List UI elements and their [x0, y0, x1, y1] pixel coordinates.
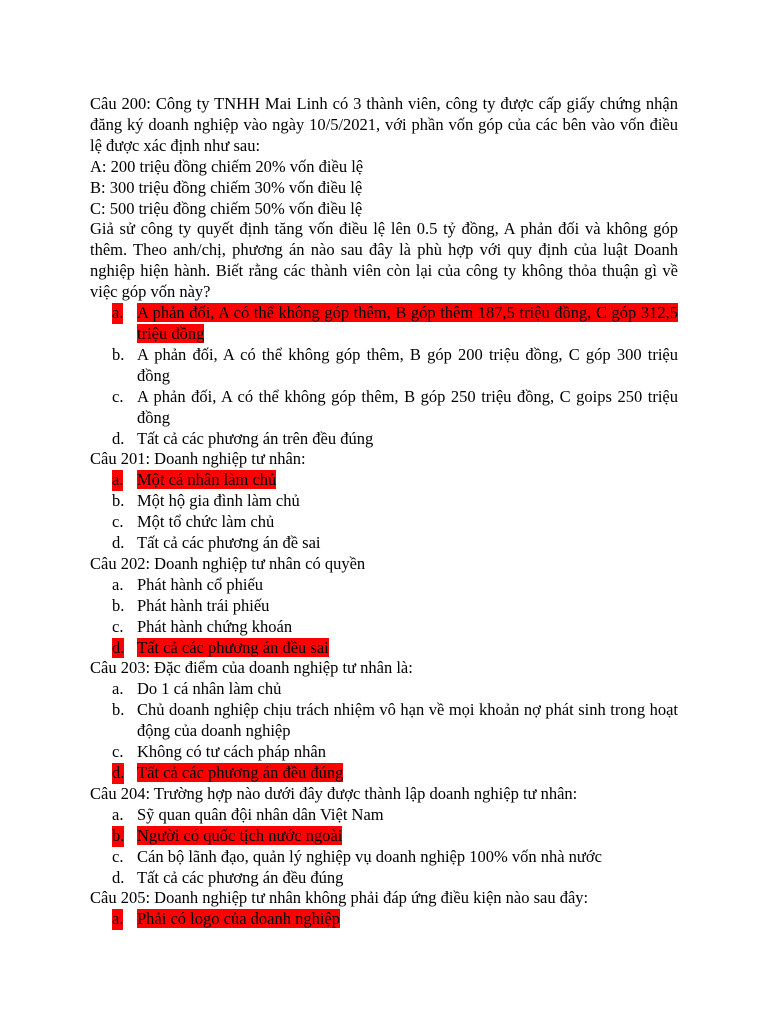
option-text: Một hộ gia đình làm chủ: [137, 491, 300, 511]
option-text: Không có tư cách pháp nhân: [137, 742, 327, 762]
option-letter: a.: [112, 470, 124, 490]
option-text: Một tổ chức làm chủ: [137, 512, 275, 532]
q202-option-a: [90, 575, 678, 596]
option-text-highlighted: Người có quốc tịch nước ngoài: [137, 825, 343, 845]
q203-option-b: [90, 700, 678, 742]
option-text: Chủ doanh nghiệp chịu trách nhiệm vô hạn về mọi khoản nợ phát sinh trong hoạt động của doanh nghiệp: [137, 700, 678, 741]
option-letter: d.: [112, 867, 125, 887]
option-text-highlighted: Phải có logo của doanh nghiệp: [137, 909, 340, 929]
q200-option-a: [90, 303, 678, 345]
option-letter: c.: [112, 616, 124, 636]
option-letter: b.: [112, 700, 125, 720]
option-letter: a.: [112, 574, 124, 594]
q200-option-d: [90, 429, 678, 450]
question-204-stem: Câu 204: Trường hợp nào dưới đây được thành lập doanh nghiệp tư nhân:: [90, 783, 578, 803]
option-letter: b.: [112, 595, 125, 615]
option-letter: a.: [112, 303, 124, 323]
member-c-capital: C: 500 triệu đồng chiếm 50% vốn điều lệ: [90, 198, 363, 218]
question-200-stem: Câu 200: Công ty TNHH Mai Linh có 3 thành viên, công ty được cấp giấy chứng nhận đăng ký doanh nghiệp vào ngày 10/5/2021, với phần vốn góp của các bên vào vốn điều lệ được xác định như sau:: [90, 94, 678, 155]
q203-option-a: [90, 679, 678, 700]
option-text-highlighted: Một cá nhân làm chủ: [137, 470, 277, 490]
q201-option-d: [90, 533, 678, 554]
q201-option-b: [90, 491, 678, 512]
q203-option-d: [90, 763, 678, 784]
q200-option-c: [90, 387, 678, 429]
option-letter: b.: [112, 491, 125, 511]
q201-option-a: [90, 470, 678, 491]
question-201-stem: Câu 201: Doanh nghiệp tư nhân:: [90, 449, 306, 469]
option-text: Cán bộ lãnh đạo, quản lý nghiệp vụ doanh nghiệp 100% vốn nhà nước: [137, 846, 602, 866]
question-200-scenario: Giả sử công ty quyết định tăng vốn điều lệ lên 0.5 tỷ đồng, A phản đối và không góp thêm. Theo anh/chị, phương án nào sau đây là phù hợp với quy định của luật Doanh nghiệp hiện hành. Biết rằng các thành viên còn lại của công ty không thỏa thuận gì về việc góp vốn này?: [90, 219, 678, 302]
option-letter: d.: [112, 763, 125, 782]
option-text: Tất cả các phương án đều đúng: [137, 867, 344, 887]
q201-option-c: [90, 512, 678, 533]
document-page: [90, 94, 678, 930]
q204-option-c: [90, 847, 678, 868]
option-text: Phát hành cổ phiếu: [137, 574, 264, 594]
question-202-stem: Câu 202: Doanh nghiệp tư nhân có quyền: [90, 553, 366, 573]
option-letter: a.: [112, 679, 124, 699]
option-letter: a.: [112, 804, 124, 824]
option-letter: d.: [112, 637, 125, 657]
option-text: Tất cả các phương án trên đều đúng: [137, 428, 374, 448]
option-text-highlighted: Tất cả các phương án đều sai: [137, 637, 329, 657]
q205-option-a: [90, 909, 678, 930]
option-text: Phát hành trái phiếu: [137, 595, 270, 615]
option-letter: b.: [112, 825, 125, 845]
question-203-stem: Câu 203: Đặc điểm của doanh nghiệp tư nhân là:: [90, 658, 413, 678]
option-letter: c.: [112, 512, 124, 532]
member-a-capital: A: 200 triệu đồng chiếm 20% vốn điều lệ: [90, 156, 364, 176]
option-text-highlighted: Tất cả các phương án đều đúng: [137, 763, 344, 782]
option-letter: c.: [112, 386, 124, 406]
q203-option-c: [90, 742, 678, 763]
q202-option-b: [90, 596, 678, 617]
option-text: A phản đối, A có thể không góp thêm, B góp 250 triệu đồng, C goips 250 triệu đồng: [137, 386, 678, 427]
option-letter: a.: [112, 909, 124, 929]
option-text: Tất cả các phương án đề sai: [137, 533, 321, 553]
option-letter: c.: [112, 742, 124, 762]
q202-option-c: [90, 617, 678, 638]
q202-option-d: [90, 638, 678, 659]
q204-option-a: [90, 805, 678, 826]
option-text-highlighted: A phản đối, A có thể không góp thêm, B góp thêm 187,5 triệu đồng, C góp 312,5 triệu đồng: [137, 303, 678, 343]
option-text: Do 1 cá nhân làm chủ: [137, 679, 282, 699]
option-letter: d.: [112, 428, 125, 448]
q204-option-d: [90, 868, 678, 889]
option-letter: b.: [112, 344, 125, 364]
option-letter: c.: [112, 846, 124, 866]
q204-option-b: [90, 826, 678, 847]
q200-option-b: [90, 345, 678, 387]
option-text: Sỹ quan quân đội nhân dân Việt Nam: [137, 804, 384, 824]
question-205-stem: Câu 205: Doanh nghiệp tư nhân không phải đáp ứng điều kiện nào sau đây:: [90, 888, 589, 908]
option-text: Phát hành chứng khoán: [137, 616, 293, 636]
member-b-capital: B: 300 triệu đồng chiếm 30% vốn điều lệ: [90, 177, 363, 197]
option-letter: d.: [112, 533, 125, 553]
option-text: A phản đối, A có thể không góp thêm, B góp 200 triệu đồng, C góp 300 triệu đồng: [137, 344, 678, 385]
